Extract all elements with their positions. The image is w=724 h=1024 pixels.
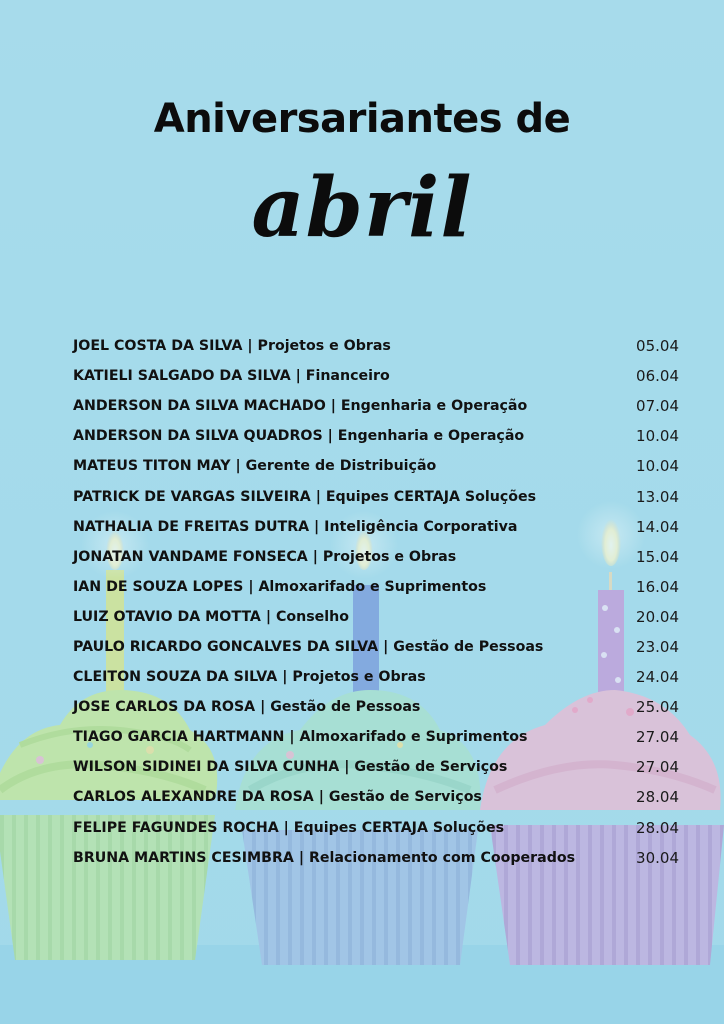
person-department: Equipes CERTAJA Soluções bbox=[325, 488, 537, 505]
person-department: Almoxarifado e Suprimentos bbox=[299, 729, 528, 746]
person-info bbox=[73, 669, 426, 685]
birthday-date: 05.04 bbox=[636, 337, 679, 356]
person-name: PATRICK DE VARGAS SILVEIRA bbox=[73, 488, 311, 505]
person-department: Projetos e Obras bbox=[322, 548, 457, 565]
person-department: Gestão de Serviços bbox=[328, 789, 482, 806]
list-item bbox=[73, 692, 679, 722]
person-name: JOEL COSTA DA SILVA bbox=[73, 338, 243, 355]
separator: | bbox=[325, 398, 341, 415]
person-info bbox=[73, 789, 482, 805]
birthday-date: 10.04 bbox=[636, 427, 679, 446]
person-name: KATIELI SALGADO DA SILVA bbox=[73, 368, 291, 385]
person-info bbox=[73, 458, 436, 474]
list-item bbox=[73, 451, 679, 481]
separator: | bbox=[243, 578, 259, 595]
list-item bbox=[73, 572, 679, 602]
birthday-date: 23.04 bbox=[636, 637, 679, 656]
person-info bbox=[73, 398, 527, 414]
person-department: Equipes CERTAJA Soluções bbox=[293, 819, 505, 836]
person-info bbox=[73, 699, 420, 715]
list-item bbox=[73, 361, 679, 391]
person-department: Gestão de Pessoas bbox=[393, 638, 544, 655]
separator: | bbox=[230, 458, 246, 475]
person-name: FELIPE FAGUNDES ROCHA bbox=[73, 819, 279, 836]
page-title: Aniversariantes de bbox=[153, 96, 571, 142]
person-info bbox=[73, 579, 486, 595]
person-info bbox=[73, 519, 517, 535]
list-item bbox=[73, 481, 679, 511]
person-department: Inteligência Corporativa bbox=[324, 518, 518, 535]
person-name: BRUNA MARTINS CESIMBRA bbox=[73, 849, 294, 866]
person-name: ANDERSON DA SILVA QUADROS bbox=[73, 428, 323, 445]
birthday-date: 28.04 bbox=[636, 818, 679, 837]
list-item bbox=[73, 662, 679, 692]
list-item bbox=[73, 813, 679, 843]
person-info bbox=[73, 729, 527, 745]
person-name: NATHALIA DE FREITAS DUTRA bbox=[73, 518, 310, 535]
separator: | bbox=[307, 548, 323, 565]
list-item bbox=[73, 421, 679, 451]
birthday-date: 27.04 bbox=[636, 728, 679, 747]
person-department: Gestão de Serviços bbox=[354, 759, 508, 776]
person-name: LUIZ OTAVIO DA MOTTA bbox=[73, 608, 261, 625]
person-department: Projetos e Obras bbox=[257, 338, 391, 355]
birthday-date: 27.04 bbox=[636, 758, 679, 777]
list-item bbox=[73, 752, 679, 782]
birthday-date: 14.04 bbox=[636, 517, 679, 536]
person-info bbox=[73, 368, 390, 384]
birthday-date: 13.04 bbox=[636, 487, 679, 506]
separator: | bbox=[310, 488, 326, 505]
birthday-date: 25.04 bbox=[636, 698, 679, 717]
person-info bbox=[73, 549, 456, 565]
list-item bbox=[73, 782, 679, 812]
birthday-date: 10.04 bbox=[636, 457, 679, 476]
person-name: JONATAN VANDAME FONSECA bbox=[73, 548, 308, 565]
person-info bbox=[73, 759, 507, 775]
separator: | bbox=[313, 789, 329, 806]
page-title-month: abril bbox=[251, 160, 473, 256]
person-info bbox=[73, 428, 524, 444]
list-item bbox=[73, 722, 679, 752]
separator: | bbox=[339, 759, 355, 776]
birthday-date: 30.04 bbox=[636, 848, 679, 867]
separator: | bbox=[290, 368, 306, 385]
person-department: Gerente de Distribuição bbox=[245, 458, 437, 475]
person-name: CLEITON SOUZA DA SILVA bbox=[73, 669, 278, 686]
person-department: Gestão de Pessoas bbox=[270, 699, 421, 716]
list-item bbox=[73, 331, 679, 361]
person-department: Conselho bbox=[275, 608, 350, 625]
person-info bbox=[73, 820, 504, 836]
person-name: JOSE CARLOS DA ROSA bbox=[73, 699, 256, 716]
person-department: Engenharia e Operação bbox=[340, 398, 528, 415]
separator: | bbox=[284, 729, 300, 746]
person-name: ANDERSON DA SILVA MACHADO bbox=[73, 398, 326, 415]
birthday-date: 24.04 bbox=[636, 668, 679, 687]
list-item bbox=[73, 843, 679, 873]
birthday-date: 16.04 bbox=[636, 577, 679, 596]
person-info bbox=[73, 489, 536, 505]
separator: | bbox=[378, 638, 394, 655]
person-info bbox=[73, 850, 575, 866]
person-info bbox=[73, 338, 391, 354]
person-name: MATEUS TITON MAY bbox=[73, 458, 231, 475]
person-department: Engenharia e Operação bbox=[337, 428, 525, 445]
person-department: Projetos e Obras bbox=[292, 669, 426, 686]
list-item bbox=[73, 391, 679, 421]
birthday-date: 06.04 bbox=[636, 367, 679, 386]
separator: | bbox=[293, 849, 309, 866]
person-department: Financeiro bbox=[305, 368, 390, 385]
person-info bbox=[73, 639, 543, 655]
separator: | bbox=[255, 699, 271, 716]
separator: | bbox=[309, 518, 325, 535]
person-name: CARLOS ALEXANDRE DA ROSA bbox=[73, 789, 314, 806]
birthday-date: 15.04 bbox=[636, 547, 679, 566]
birthday-date: 28.04 bbox=[636, 788, 679, 807]
person-department: Almoxarifado e Suprimentos bbox=[258, 578, 487, 595]
separator: | bbox=[278, 819, 294, 836]
person-info bbox=[73, 609, 349, 625]
person-name: TIAGO GARCIA HARTMANN bbox=[73, 729, 285, 746]
person-department: Relacionamento com Cooperados bbox=[308, 849, 576, 866]
person-name: IAN DE SOUZA LOPES bbox=[73, 578, 244, 595]
birthday-date: 20.04 bbox=[636, 607, 679, 626]
birthday-date: 07.04 bbox=[636, 397, 679, 416]
person-name: WILSON SIDINEI DA SILVA CUNHA bbox=[73, 759, 340, 776]
separator: | bbox=[242, 338, 258, 355]
separator: | bbox=[277, 669, 293, 686]
list-item bbox=[73, 512, 679, 542]
birthday-list bbox=[73, 331, 679, 873]
separator: | bbox=[322, 428, 338, 445]
list-item bbox=[73, 542, 679, 572]
list-item bbox=[73, 602, 679, 632]
separator: | bbox=[260, 608, 276, 625]
person-name: PAULO RICARDO GONCALVES DA SILVA bbox=[73, 638, 379, 655]
list-item bbox=[73, 632, 679, 662]
